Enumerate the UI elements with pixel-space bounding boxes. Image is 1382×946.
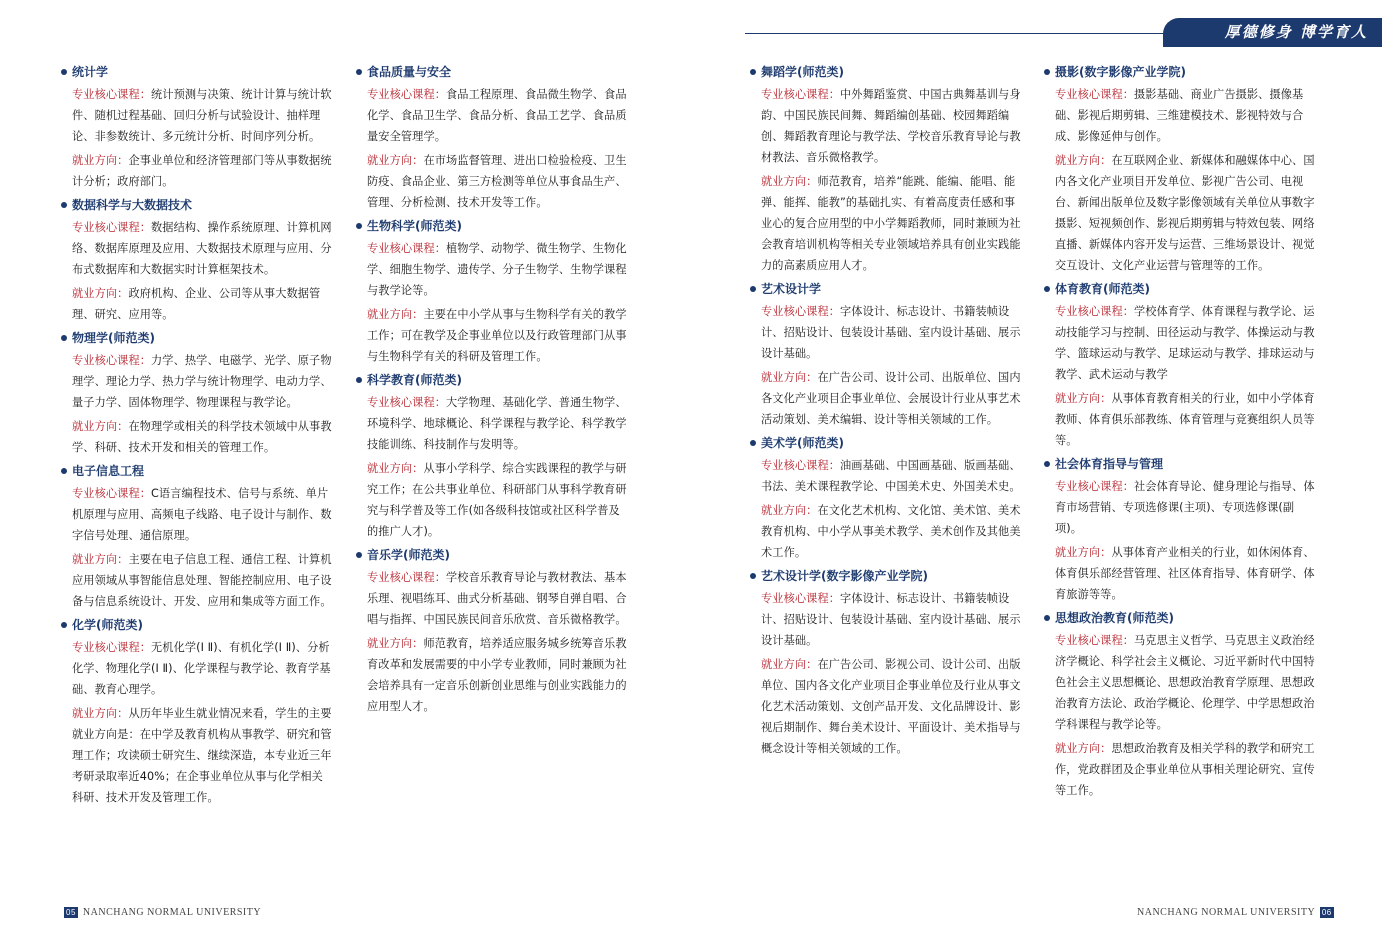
career-paragraph: [749, 171, 1021, 276]
paragraph-label: 专业核心课程：: [72, 354, 152, 367]
core-courses-paragraph: [60, 483, 332, 546]
core-courses-paragraph: [60, 637, 332, 700]
core-courses-paragraph: [355, 567, 627, 630]
paragraph-text: 师范教育，培养适应服务城乡统筹音乐教育改革和发展需要的中小学专业教师，同时兼顾为社会培养具有一定音乐创新创业思维与创业实践能力的应用型人才。: [367, 637, 627, 713]
major-section: [1043, 454, 1315, 605]
paragraph-label: 就业方向：: [761, 658, 818, 671]
paragraph-label: 专业核心课程：: [761, 88, 841, 101]
career-paragraph: [749, 500, 1021, 563]
major-section: [749, 433, 1021, 563]
paragraph-text: 在互联网企业、新媒体和融媒体中心、国内各文化产业项目开发单位、影视广告公司、电视台、新闻出版单位及数字影像领域有关单位从事数字摄影、短视频创作、影视后期剪辑与特效包装、网络直播、新媒体内容开发与运营、三维场景设计、视觉交互设计、文化产业运营与管理等的工作。: [1055, 154, 1315, 272]
footer-left: [62, 907, 261, 918]
career-paragraph: [60, 150, 332, 192]
paragraph-text: 社会体育导论、健身理论与指导、体育市场营销、专项选修课(主项)、专项选修课(副项)。: [1055, 480, 1315, 535]
paragraph-label: 就业方向：: [367, 308, 424, 321]
core-courses-paragraph: [355, 238, 627, 301]
paragraph-text: 字体设计、标志设计、书籍装帧设计、招贴设计、包装设计基础、室内设计基础、展示设计基础。: [761, 305, 1021, 360]
paragraph-label: 就业方向：: [72, 553, 129, 566]
core-courses-paragraph: [355, 392, 627, 455]
major-title: 食品质量与安全: [355, 62, 627, 83]
major-title: 艺术设计学: [749, 279, 1021, 300]
career-paragraph: [749, 654, 1021, 759]
paragraph-text: 在市场监督管理、进出口检验检疫、卫生防疫、食品企业、第三方检测等单位从事食品生产、管理、分析检测、技术开发等工作。: [367, 154, 627, 209]
paragraph-label: 就业方向：: [1055, 392, 1112, 405]
career-paragraph: [60, 703, 332, 808]
major-title: 音乐学(师范类): [355, 545, 627, 566]
paragraph-text: 从历年毕业生就业情况来看，学生的主要就业方向是：在中学及教育机构从事教学、研究和管理工作；攻读硕士研究生、继续深造，本专业近三年考研录取率近40%；在企事业单位从事与化学相关科研、技术开发及管理工作。: [72, 707, 332, 804]
major-title: 艺术设计学(数字影像产业学院): [749, 566, 1021, 587]
page-number-right: 06: [1321, 908, 1332, 918]
paragraph-text: 植物学、动物学、微生物学、生物化学、细胞生物学、遗传学、分子生物学、生物学课程与教学论等。: [367, 242, 627, 297]
paragraph-text: 力学、热学、电磁学、光学、原子物理学、理论力学、热力学与统计物理学、电动力学、量子力学、固体物理学、物理课程与教学论。: [72, 354, 332, 409]
footer-right: [1137, 907, 1336, 918]
paragraph-text: 中外舞蹈鉴赏、中国古典舞基训与身韵、中国民族民间舞、舞蹈编创基础、校园舞蹈编创、舞蹈教育理论与教学法、学校音乐教育导论与教材教法、音乐微格教学。: [761, 88, 1021, 164]
career-paragraph: [60, 283, 332, 325]
paragraph-text: 企事业单位和经济管理部门等从事数据统计分析；政府部门。: [72, 154, 332, 188]
paragraph-label: 专业核心课程：: [1055, 480, 1135, 493]
major-title: 思想政治教育(师范类): [1043, 608, 1315, 629]
paragraph-label: 就业方向：: [72, 287, 129, 300]
paragraph-text: 从事小学科学、综合实践课程的教学与研究工作；在公共事业单位、科研部门从事科学教育研究与科学普及等工作(如各级科技馆或社区科学普及的推广人才)。: [367, 462, 627, 538]
core-courses-paragraph: [749, 588, 1021, 651]
paragraph-text: 思想政治教育及相关学科的教学和研究工作，党政群团及企事业单位从事相关理论研究、宣传等工作。: [1055, 742, 1315, 797]
core-courses-paragraph: [355, 84, 627, 147]
major-section: [355, 370, 627, 542]
career-paragraph: [355, 150, 627, 213]
paragraph-text: 从事体育教育相关的行业，如中小学体育教师、体育俱乐部教练、体育管理与竞赛组织人员等等。: [1055, 392, 1315, 447]
paragraph-label: 专业核心课程：: [367, 396, 447, 409]
header-rule: [745, 33, 1165, 34]
major-section: [749, 279, 1021, 430]
paragraph-label: 就业方向：: [72, 707, 129, 720]
paragraph-text: 摄影基础、商业广告摄影、摄像基础、影视后期剪辑、三维建模技术、影视特效与合成、影像延伸与创作。: [1055, 88, 1304, 143]
major-title: 生物科学(师范类): [355, 216, 627, 237]
major-section: [1043, 279, 1315, 451]
career-paragraph: [1043, 738, 1315, 801]
paragraph-text: 师范教育，培养“能跳、能编、能唱、能弹、能挥、能教”的基础扎实、有着高度责任感和事业心的复合应用型的中小学舞蹈教师，同时兼顾为社会教育培训机构等相关专业领域培养具有创业实践能力的高素质应用人才。: [761, 175, 1021, 272]
paragraph-label: 专业核心课程：: [761, 305, 841, 318]
major-section: [355, 545, 627, 717]
major-section: [60, 461, 332, 612]
paragraph-label: 就业方向：: [1055, 154, 1112, 167]
paragraph-text: 在文化艺术机构、文化馆、美术馆、美术教育机构、中小学从事美术教学、美术创作及其他美术工作。: [761, 504, 1021, 559]
paragraph-text: 字体设计、标志设计、书籍装帧设计、招贴设计、包装设计基础、室内设计基础、展示设计基础。: [761, 592, 1021, 647]
paragraph-text: C语言编程技术、信号与系统、单片机原理与应用、高频电子线路、电子设计与制作、数字信号处理、通信原理。: [72, 487, 332, 542]
career-paragraph: [60, 416, 332, 458]
paragraph-text: 在广告公司、设计公司、出版单位、国内各文化产业项目企事业单位、会展设计行业从事艺术活动策划、美术编辑、设计等相关领域的工作。: [761, 371, 1021, 426]
major-section: [1043, 608, 1315, 801]
paragraph-label: 就业方向：: [72, 154, 129, 167]
paragraph-text: 食品工程原理、食品微生物学、食品化学、食品卫生学、食品分析、食品工艺学、食品质量安全管理学。: [367, 88, 627, 143]
major-title: 社会体育指导与管理: [1043, 454, 1315, 475]
paragraph-text: 政府机构、企业、公司等从事大数据管理、研究、应用等。: [72, 287, 321, 321]
core-courses-paragraph: [749, 301, 1021, 364]
paragraph-label: 就业方向：: [367, 637, 424, 650]
paragraph-text: 马克思主义哲学、马克思主义政治经济学概论、科学社会主义概论、习近平新时代中国特色社会主义思想概论、思想政治教育学原理、思想政治教育方法论、政治学概论、伦理学、中学思想政治学科课程与教学论等。: [1055, 634, 1315, 731]
major-section: [355, 62, 627, 213]
paragraph-text: 油画基础、中国画基础、版画基础、书法、美术课程教学论、中国美术史、外国美术史。: [761, 459, 1021, 493]
core-courses-paragraph: [1043, 84, 1315, 147]
column-2: [355, 62, 627, 720]
career-paragraph: [355, 458, 627, 542]
major-section: [60, 615, 332, 808]
motto-banner: 厚德修身 博学育人: [1163, 18, 1382, 47]
major-title: 电子信息工程: [60, 461, 332, 482]
career-paragraph: [1043, 150, 1315, 276]
paragraph-label: 就业方向：: [761, 371, 818, 384]
paragraph-label: 就业方向：: [367, 154, 424, 167]
column-1: [60, 62, 332, 811]
career-paragraph: [1043, 542, 1315, 605]
core-courses-paragraph: [1043, 630, 1315, 735]
major-section: [60, 62, 332, 192]
core-courses-paragraph: [749, 455, 1021, 497]
paragraph-text: 在广告公司、影视公司、设计公司、出版单位、国内各文化产业项目企事业单位及行业从事文化艺术活动策划、文创产品开发、文化品牌设计、影视后期制作、舞台美术设计、平面设计、美术指导与概念设计等相关领域的工作。: [761, 658, 1021, 755]
paragraph-label: 就业方向：: [761, 504, 818, 517]
paragraph-text: 主要在电子信息工程、通信工程、计算机应用领域从事智能信息处理、智能控制应用、电子设备与信息系统设计、开发、应用和集成等方面工作。: [72, 553, 332, 608]
paragraph-label: 专业核心课程：: [367, 242, 447, 255]
major-title: 体育教育(师范类): [1043, 279, 1315, 300]
paragraph-label: 就业方向：: [72, 420, 129, 433]
paragraph-text: 学校体育学、体育课程与教学论、运动技能学习与控制、田径运动与教学、体操运动与教学、篮球运动与教学、足球运动与教学、排球运动与教学、武术运动与教学: [1055, 305, 1315, 381]
major-title: 统计学: [60, 62, 332, 83]
paragraph-text: 统计预测与决策、统计计算与统计软件、随机过程基础、回归分析与试验设计、抽样理论、非参数统计、多元统计分析、时间序列分析。: [72, 88, 332, 143]
major-section: [749, 62, 1021, 276]
paragraph-label: 专业核心课程：: [72, 88, 152, 101]
paragraph-text: 无机化学(Ⅰ Ⅱ)、有机化学(Ⅰ Ⅱ)、分析化学、物理化学(Ⅰ Ⅱ)、化学课程与教学论、教育学基础、教育心理学。: [72, 641, 331, 696]
core-courses-paragraph: [1043, 476, 1315, 539]
major-title: 化学(师范类): [60, 615, 332, 636]
paragraph-label: 就业方向：: [761, 175, 818, 188]
paragraph-label: 专业核心课程：: [761, 592, 841, 605]
major-section: [749, 566, 1021, 759]
paragraph-text: 学校音乐教育导论与教材教法、基本乐理、视唱练耳、曲式分析基础、钢琴自弹自唱、合唱与指挥、中国民族民间音乐欣赏、音乐微格教学。: [367, 571, 627, 626]
paragraph-label: 就业方向：: [1055, 546, 1112, 559]
paragraph-label: 专业核心课程：: [1055, 88, 1135, 101]
paragraph-text: 主要在中小学从事与生物科学有关的教学工作；可在教学及企事业单位以及行政管理部门从事与生物科学有关的科研及管理工作。: [367, 308, 627, 363]
major-title: 摄影(数字影像产业学院): [1043, 62, 1315, 83]
page-number-left: 05: [66, 908, 76, 918]
major-title: 物理学(师范类): [60, 328, 332, 349]
paragraph-label: 专业核心课程：: [367, 571, 447, 584]
paragraph-label: 就业方向：: [367, 462, 424, 475]
career-paragraph: [60, 549, 332, 612]
paragraph-text: 数据结构、操作系统原理、计算机网络、数据库原理及应用、大数据技术原理与应用、分布式数据库和大数据实时计算框架技术。: [72, 221, 332, 276]
paragraph-label: 专业核心课程：: [1055, 634, 1135, 647]
major-section: [355, 216, 627, 367]
career-paragraph: [749, 367, 1021, 430]
core-courses-paragraph: [749, 84, 1021, 168]
career-paragraph: [1043, 388, 1315, 451]
column-4: [1043, 62, 1315, 804]
column-3: [749, 62, 1021, 762]
major-title: 数据科学与大数据技术: [60, 195, 332, 216]
footer-university-left: NANCHANG NORMAL UNIVERSITY: [82, 907, 262, 918]
major-section: [1043, 62, 1315, 276]
paragraph-label: 专业核心课程：: [761, 459, 841, 472]
paragraph-label: 专业核心课程：: [72, 221, 152, 234]
paragraph-label: 专业核心课程：: [1055, 305, 1135, 318]
paragraph-label: 专业核心课程：: [72, 487, 152, 500]
paragraph-label: 就业方向：: [1055, 742, 1112, 755]
career-paragraph: [355, 304, 627, 367]
major-title: 科学教育(师范类): [355, 370, 627, 391]
core-courses-paragraph: [60, 350, 332, 413]
core-courses-paragraph: [60, 84, 332, 147]
footer-university-right: NANCHANG NORMAL UNIVERSITY: [1137, 907, 1315, 918]
core-courses-paragraph: [60, 217, 332, 280]
major-title: 舞蹈学(师范类): [749, 62, 1021, 83]
paragraph-label: 专业核心课程：: [367, 88, 447, 101]
paragraph-text: 大学物理、基础化学、普通生物学、环境科学、地球概论、科学课程与教学论、科学教学技能训练、科技制作与发明等。: [367, 396, 627, 451]
paragraph-text: 从事体育产业相关的行业，如休闲体育、体育俱乐部经营管理、社区体育指导、体育研学、体育旅游等等。: [1055, 546, 1315, 601]
major-section: [60, 328, 332, 458]
major-title: 美术学(师范类): [749, 433, 1021, 454]
career-paragraph: [355, 633, 627, 717]
major-section: [60, 195, 332, 325]
paragraph-label: 专业核心课程：: [72, 641, 152, 654]
paragraph-text: 在物理学或相关的科学技术领域中从事教学、科研、技术开发和相关的管理工作。: [72, 420, 332, 454]
core-courses-paragraph: [1043, 301, 1315, 385]
